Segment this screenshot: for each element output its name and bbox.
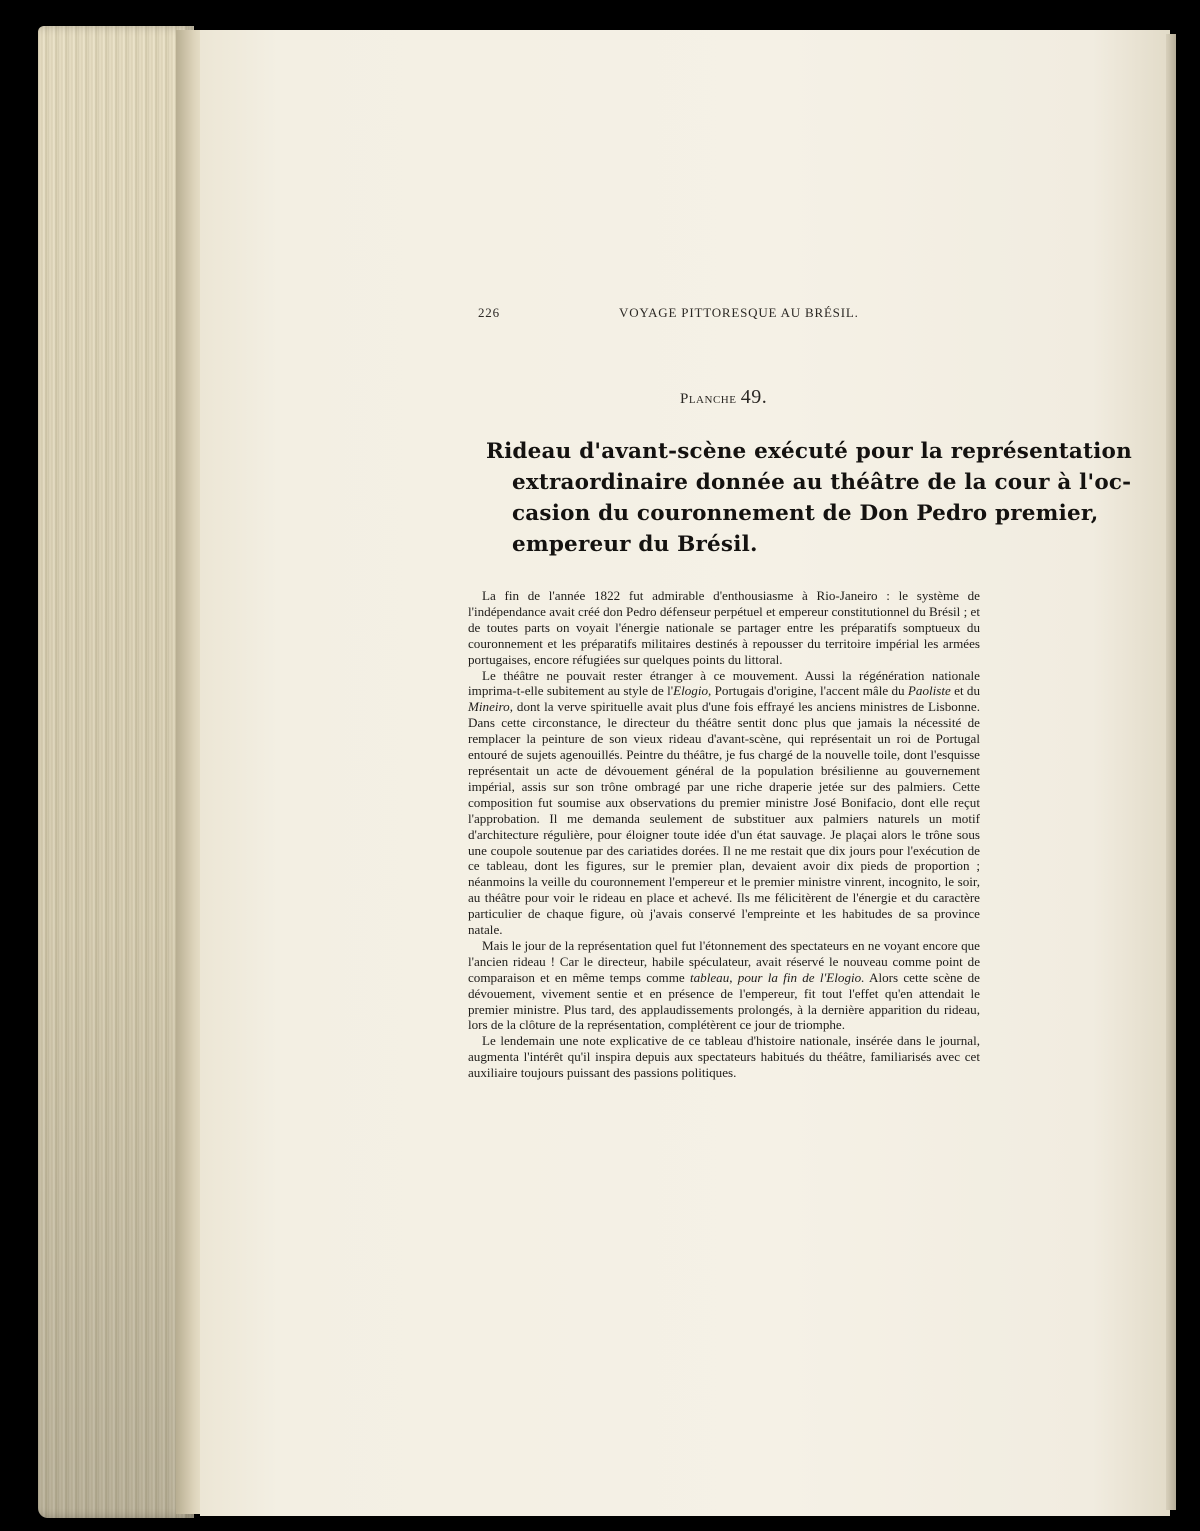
text-run: Le théâtre ne pouvait rester étranger à ce mouvement. Aussi la régénération nationale imprima-t-elle subitement au style de l' <box>468 667 980 699</box>
italic-run: Paoliste <box>907 683 951 699</box>
page-number: 226 <box>478 305 500 320</box>
plate-title-line: Rideau d'avant-scène exécuté pour la représentation <box>486 439 1132 464</box>
book-page-edges <box>38 26 194 1518</box>
text-run: Le lendemain une note explicative de ce tableau d'histoire nationale, insérée dans le journal, augmenta l'intérêt qu'il inspira depuis aux spectateurs habitués du théâtre, familiarisés avec cet auxiliaire toujours puissant des passions politiques. <box>468 1033 980 1081</box>
text-run: La fin de l'année 1822 fut admirable d'enthousiasme à Rio-Janeiro : le système de l'indépendance avait créé don Pedro défenseur perpétuel et empereur constitutionnel du Brésil ; et de toutes parts on voyait l'énergie nationale se partager entre les préparatifs somptueux du couronnement et les préparatifs militaires destinés à repousser du territoire impérial les armées portugaises, encore réfugiées sur quelques points du littoral. <box>468 588 980 667</box>
plate-title-line: extraordinaire donnée au théâtre de la cour à l'oc- <box>512 470 1132 495</box>
text-run: Alors cette scène de dévouement, vivement sentie et en présence de l'empereur, fit tout l'effet qu'en attendait le premier ministre. Plus tard, des applaudissements prolongés, à la dernière apparition du rideau, lors de la clôture de la représentation, complétèrent ce jour de triomphe. <box>468 969 980 1033</box>
page-right-edge <box>1166 34 1176 1510</box>
text-run: , Portugais d'origine, l'accent mâle du <box>708 683 908 699</box>
italic-run: Mineiro <box>468 699 510 715</box>
italic-run: tableau, pour la fin de l'Elogio. <box>689 969 865 985</box>
body-text <box>468 588 980 1081</box>
text-run: Mais le jour de la représentation quel fut l'étonnement des spectateurs en ne voyant encore que l'ancien rideau ! Car le directeur, habile spéculateur, avait réservé le nouveau comme point de comparaison et en même temps comme <box>468 937 980 985</box>
plate-title-line: empereur du Brésil. <box>512 532 758 557</box>
italic-run: Elogio <box>673 683 709 699</box>
book-title: VOYAGE PITTORESQUE AU BRÉSIL. <box>619 305 859 320</box>
running-head <box>478 305 982 325</box>
plate-label-word: Planche <box>680 391 737 407</box>
plate-number: 49. <box>740 386 768 408</box>
plate-title <box>486 436 1132 560</box>
body-paragraph <box>468 938 980 1033</box>
body-paragraph <box>468 588 980 668</box>
text-run: , dont la verve spirituelle avait plus d'une fois effrayé les anciens ministres de Lisbonne. Dans cette circonstance, le directeur du théâtre sentit donc plus que jamais la nécessité de remplacer la peinture de son vieux rideau d'avant-scène, qui représentait un roi de Portugal entouré de sujets agenouillés. Peintre du théâtre, je fus chargé de la nouvelle toile, dont l'esquisse représentait un acte de dévouement général de la population brésilienne au gouvernement impérial, assis sur son trône ombragé par une riche draperie jetée sur des palmiers. Cette composition fut soumise aux observations du premier ministre José Bonifacio, dont elle reçut l'approbation. Il me demanda seulement de substituer aux palmiers naturels un motif d'architecture régulière, pour éloigner toute idée d'un état sauvage. Je plaçai alors le trône sous une coupole soutenue par des cariatides dorées. Il ne me restait que dix jours pour l'exécution de ce tableau, dont les figures, sur le premier plan, devaient avoir dix pieds de proportion ; néanmoins la veille du couronnement l'empereur et le premier ministre vinrent, incognito, le soir, au théâtre pour voir le rideau en place et achevé. Ils me félicitèrent de l'énergie et du caractère particulier de chaque figure, où j'avais conservé l'empreinte et les habitudes de sa province natale. <box>468 699 980 938</box>
body-paragraph <box>468 668 980 938</box>
text-run: et du <box>950 683 981 699</box>
plate-label <box>680 386 767 409</box>
body-paragraph <box>468 1033 980 1081</box>
plate-title-line: casion du couronnement de Don Pedro premier, <box>512 501 1099 526</box>
